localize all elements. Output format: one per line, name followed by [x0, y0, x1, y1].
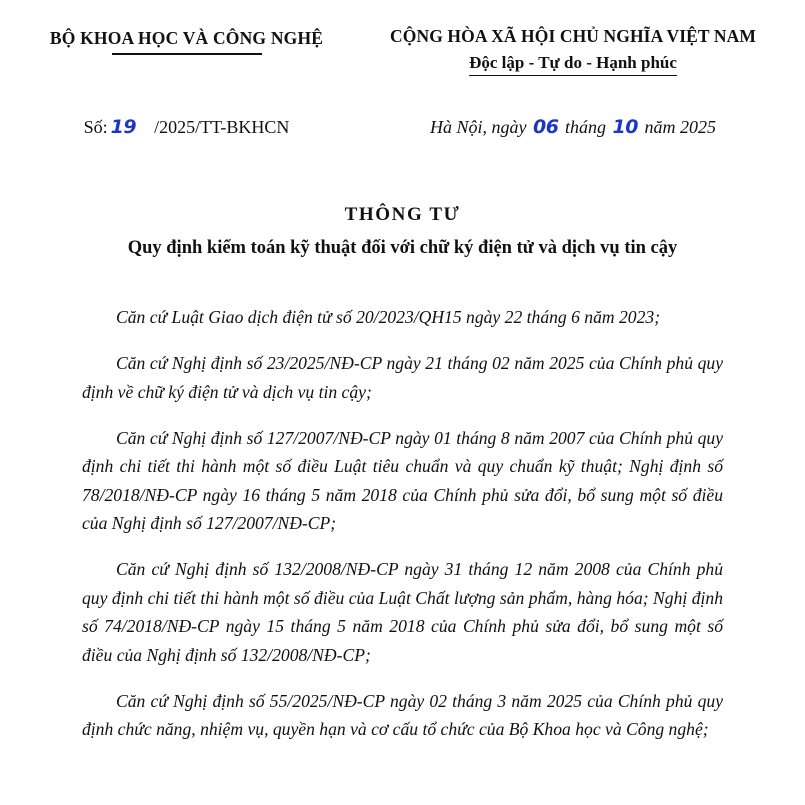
document-meta-row [0, 76, 805, 138]
body-paragraph: Căn cứ Nghị định số 23/2025/NĐ-CP ngày 21 tháng 02 năm 2025 của Chính phủ quy định về chữ ký điện tử và dịch vụ tin cậy; [82, 353, 723, 402]
document-title-block [0, 204, 805, 261]
body-paragraph: Căn cứ Nghị định số 55/2025/NĐ-CP ngày 02 tháng 3 năm 2025 của Chính phủ quy định chức năng, nhiệm vụ, quyền hạn và cơ cấu tổ chức của Bộ Khoa học và Công nghệ; [82, 690, 723, 740]
document-number-suffix: /2025/TT-BKHCN [154, 117, 290, 137]
place-date-prefix: Hà Nội, ngày [430, 117, 527, 137]
body-paragraph: Căn cứ Nghị định số 127/2007/NĐ-CP ngày 01 tháng 8 năm 2007 của Chính phủ quy định chi tiết thi hành một số điều Luật tiêu chuẩn và quy chuẩn kỹ thuật; Nghị định số 78/2018/NĐ-CP ngày 16 tháng 5 năm 2018 của Chính phủ sửa đổi, bổ sung một số điều của Nghị định số 127/2007/NĐ-CP; [82, 427, 723, 534]
date-day-handwritten: 06 [533, 116, 559, 138]
national-motto: Độc lập - Tự do - Hạnh phúc [469, 53, 677, 76]
date-month-label: tháng [564, 117, 606, 137]
ministry-underline [112, 53, 262, 55]
ministry-name: BỘ KHOA HỌC VÀ CÔNG NGHỆ [49, 28, 324, 48]
document-body [0, 303, 805, 744]
body-paragraph: Căn cứ Luật Giao dịch điện tử số 20/2023/QH15 ngày 22 tháng 6 năm 2023; [116, 306, 661, 327]
document-type: THÔNG TƯ [344, 204, 461, 225]
date-month-handwritten: 10 [612, 116, 638, 138]
document-number [14, 116, 359, 138]
body-paragraph: Căn cứ Nghị định số 132/2008/NĐ-CP ngày 31 tháng 12 năm 2008 của Chính phủ quy định chi tiết thi hành một số điều của Luật Chất lượng sản phẩm, hàng hóa; Nghị định số 74/2018/NĐ-CP ngày 15 tháng 5 năm 2018 của Chính phủ sửa đổi, bổ sung một số điều của Nghị định số 132/2008/NĐ-CP; [82, 559, 723, 665]
issuing-authority-block [14, 26, 359, 55]
page-title: Quy định kiểm toán kỹ thuật đối với chữ ký điện tử và dịch vụ tin cậy [127, 238, 678, 258]
document-number-handwritten-value: 19 [110, 116, 137, 138]
national-name: CỘNG HÒA XÃ HỘI CHỦ NGHĨA VIỆT NAM [390, 26, 756, 46]
date-year-label: năm [644, 117, 676, 137]
national-heading-block [359, 26, 787, 76]
document-place-date [359, 116, 787, 138]
document-number-label: Số: [83, 117, 108, 137]
date-year-value: 2025 [679, 117, 716, 137]
document-header [0, 0, 805, 76]
